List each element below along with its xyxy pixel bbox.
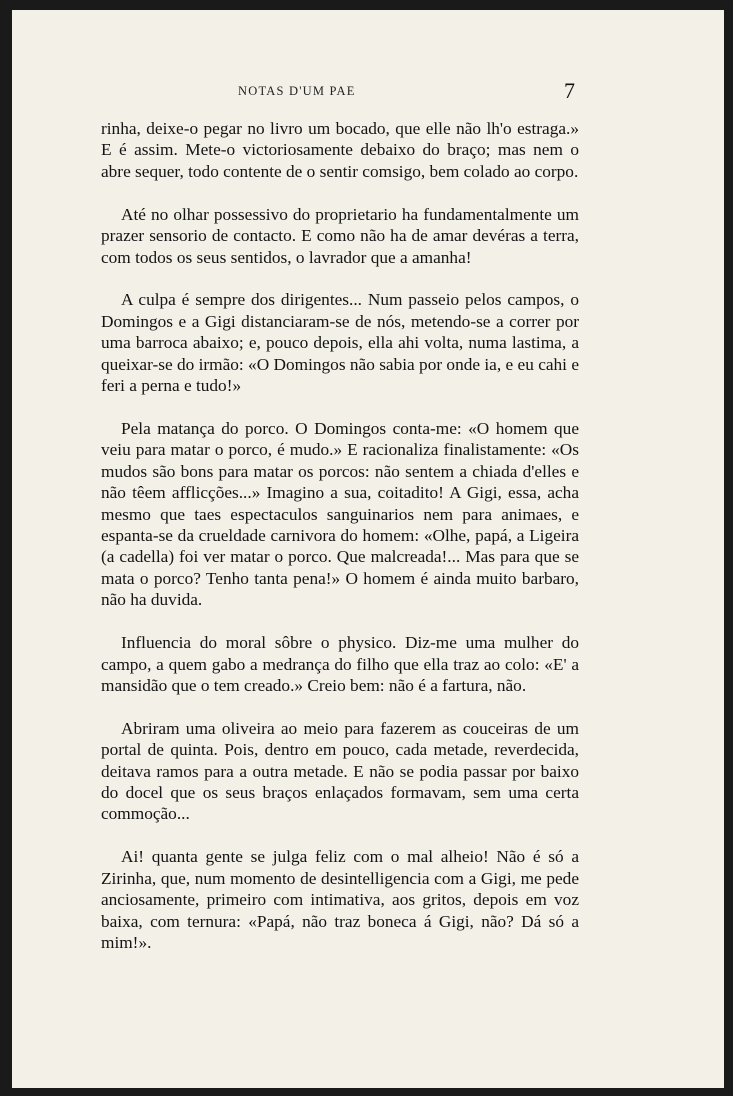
paragraph: Abriram uma oliveira ao meio para fazerem as couceiras de um portal de quinta. Pois, dentro em pouco, cada metade, reverdecida, deitava ramos para a outra metade. E não se podia passar por baixo do docel que os seus braços enlaçados formavam, sem uma certa commoção... [101, 718, 579, 824]
running-title: NOTAS D'UM PAE [238, 84, 356, 98]
paragraph: Ai! quanta gente se julga feliz com o mal alheio! Não é só a Zirinha, que, num momento de desintelligencia com a Gigi, me pede anciosamente, primeiro com intimativa, aos gritos, depois em voz baixa, com ternura: «Papá, não traz boneca á Gigi, não? Dá só a mim!». [101, 847, 579, 952]
paragraph: Até no olhar possessivo do proprietario ha fundamentalmente um prazer sensorio de contacto. E como não ha de amar devéras a terra, com todos os seus sentidos, o lavrador que a amanha! [101, 204, 579, 267]
page-header [12, 80, 724, 120]
body-text [101, 118, 579, 953]
paragraph: rinha, deixe-o pegar no livro um bocado, que elle não lh'o estraga.» E é assim. Mete-o victoriosamente debaixo do braço; mas nem o abre sequer, todo contente de o sentir comsigo, bem colado ao corpo. [101, 119, 579, 181]
paragraph: A culpa é sempre dos dirigentes... Num passeio pelos campos, o Domingos e a Gigi distanciaram-se de nós, metendo-se a correr por uma barroca abaixo; e, pouco depois, ella ahi volta, numa lastima, a queixar-se do irmão: «O Domingos não sabia por onde ia, e eu cahi e feri a perna e tudo!» [101, 290, 579, 396]
paragraph: Pela matança do porco. O Domingos conta-me: «O homem que veiu para matar o porco, é mudo.» E racionaliza finalistamente: «Os mudos são bons para matar os porcos: não sentem a chiada d'elles e não têem afflicções...» Imagino a sua, coitadito! A Gigi, essa, acha mesmo que taes espectaculos sanguinarios nem para animaes, e espanta-se da crueldade carnivora do homem: «Olhe, papá, a Ligeira (a cadella) foi ver matar o porco. Que malcreada!... Mas para que se mata o porco? Tenho tanta pena!» O homem é ainda muito barbaro, não ha duvida. [101, 418, 579, 610]
page-number: 7 [564, 78, 575, 103]
paragraph: Influencia do moral sôbre o physico. Diz-me uma mulher do campo, a quem gabo a medrança do filho que ella traz ao colo: «E' a mansidão que o tem creado.» Creio bem: não é a fartura, não. [101, 633, 579, 695]
book-page [12, 10, 724, 1088]
